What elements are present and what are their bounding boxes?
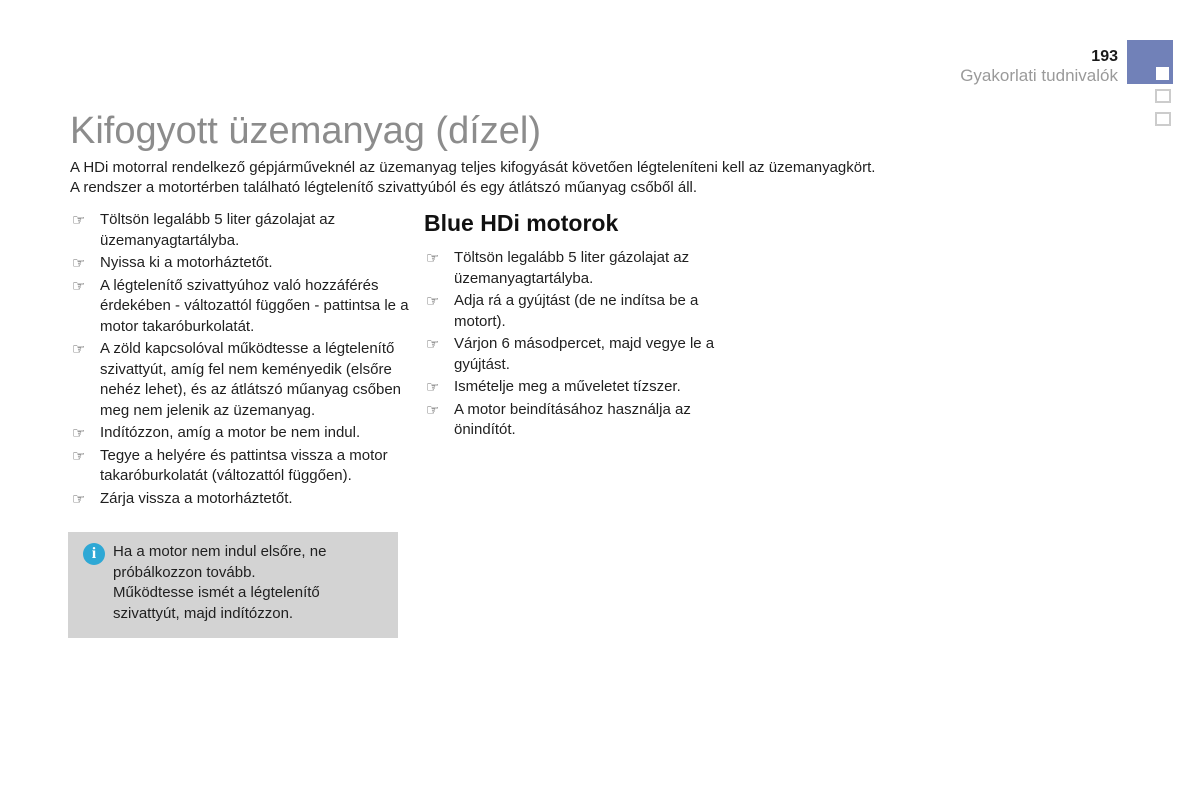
pointing-hand-icon: ☞ <box>72 211 86 229</box>
list-item-text: Adja rá a gyújtást (de ne indítsa be a motort). <box>454 292 699 330</box>
info-box-line: Ha a motor nem indul elsőre, ne próbálkozzon tovább. <box>113 543 327 581</box>
list-item <box>70 446 410 487</box>
list-item <box>424 334 736 375</box>
pointing-hand-icon: ☞ <box>72 254 86 272</box>
pointing-hand-icon: ☞ <box>426 335 440 353</box>
intro-line: A rendszer a motortérben található légtelenítő szivattyúból és egy átlátszó műanyag csőből áll. <box>70 179 698 196</box>
pointing-hand-icon: ☞ <box>426 400 440 419</box>
chapter-marker-square <box>1127 40 1173 84</box>
list-item-text: A légtelenítő szivattyúhoz való hozzáférés érdekében - változattól függően - pattintsa le a motor takaróburkolatát. <box>100 276 409 335</box>
page-title: Kifogyott üzemanyag (dízel) <box>70 110 542 152</box>
list-item <box>70 253 410 274</box>
list-item-text: Ismételje meg a műveletet tízszer. <box>454 378 681 395</box>
list-item <box>424 400 736 441</box>
list-item-text: Várjon 6 másodpercet, majd vegye le a gyújtást. <box>454 335 715 373</box>
chapter-checkbox-marker <box>1155 89 1171 103</box>
pointing-hand-icon: ☞ <box>426 378 440 396</box>
info-box-text <box>113 542 388 624</box>
pointing-hand-icon: ☞ <box>426 249 440 267</box>
section-title: Gyakorlati tudnivalók <box>960 66 1118 85</box>
list-item-text: Zárja vissza a motorháztetőt. <box>100 489 293 507</box>
subsection-heading: Blue HDi motorok <box>424 210 619 236</box>
page-header <box>960 48 1118 85</box>
list-item <box>424 377 736 398</box>
right-column <box>424 210 744 511</box>
list-item-text: A motor beindításához használja az önindítót. <box>454 400 691 438</box>
pointing-hand-icon: ☞ <box>72 424 86 442</box>
list-item <box>70 210 410 251</box>
pointing-hand-icon: ☞ <box>72 340 86 358</box>
list-item-text: Nyissa ki a motorháztetőt. <box>100 254 273 271</box>
left-column <box>70 210 424 511</box>
list-item <box>70 489 410 510</box>
procedure-list-hdi <box>70 210 424 509</box>
list-item-text: Indítózzon, amíg a motor be nem indul. <box>100 424 361 441</box>
list-item <box>424 248 736 289</box>
content-columns <box>70 210 744 511</box>
list-item-text: A zöld kapcsolóval működtesse a légtelenítő szivattyút, amíg fel nem keményedik (elsőre nehéz lehet), és az átlátszó műanyag csőben meg nem jelenik az üzemanyag. <box>100 340 402 419</box>
info-box-line: Működtesse ismét a légtelenítő szivattyút, majd indítózzon. <box>113 584 320 622</box>
list-item <box>70 276 410 338</box>
list-item <box>424 291 736 332</box>
info-icon: i <box>83 543 105 565</box>
pointing-hand-icon: ☞ <box>72 446 86 465</box>
chapter-checkbox-marker <box>1155 112 1171 126</box>
info-box <box>68 532 398 638</box>
list-item-text: Töltsön legalább 5 liter gázolajat az üzemanyagtartályba. <box>100 211 336 249</box>
procedure-list-bluehdi <box>424 248 744 441</box>
list-item-text: Tegye a helyére és pattintsa vissza a motor takaróburkolatát (változattól függően). <box>100 446 388 484</box>
pointing-hand-icon: ☞ <box>426 292 440 310</box>
intro-line: A HDi motorral rendelkező gépjárműveknél az üzemanyag teljes kifogyását követően légteleníteni kell az üzemanyagkört. <box>70 159 876 176</box>
intro-paragraph <box>70 158 970 198</box>
list-item <box>70 339 410 421</box>
list-item <box>70 423 410 444</box>
pointing-hand-icon: ☞ <box>72 276 86 295</box>
list-item-text: Töltsön legalább 5 liter gázolajat az üzemanyagtartályba. <box>454 249 690 287</box>
pointing-hand-icon: ☞ <box>72 489 86 508</box>
chapter-marker-inner-square <box>1156 67 1169 80</box>
page-number: 193 <box>1091 48 1118 65</box>
